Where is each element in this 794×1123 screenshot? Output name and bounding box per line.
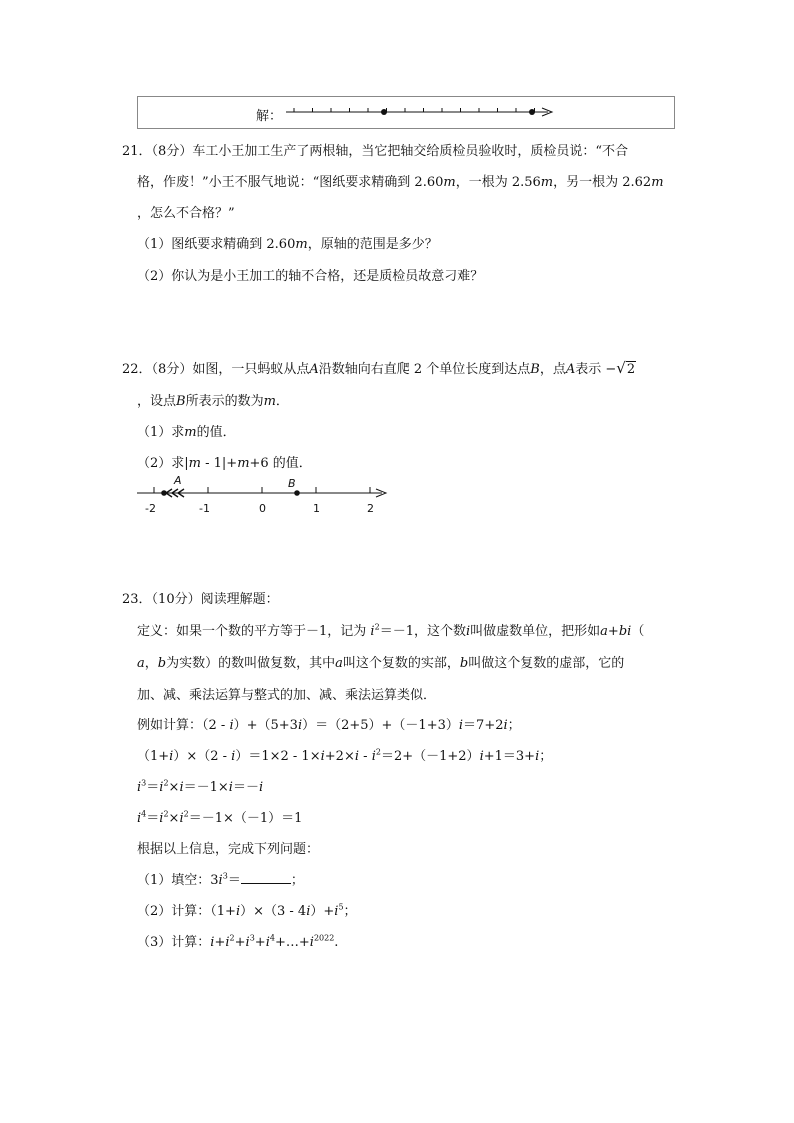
q21-line3: ，怎么不合格？” <box>137 206 235 221</box>
q23-title: 23．（10分）阅读理解题： <box>122 592 279 607</box>
q23-example1: 例如计算：（2 - i）+（5+3i）＝（2+5）+（－1+3）i＝7+2i； <box>137 718 521 733</box>
axis-tick-label: -1 <box>199 502 210 515</box>
axis-tick-label: 2 <box>367 502 374 515</box>
q22-sub2: （2）求|m - 1|+m+6 的值． <box>137 456 312 471</box>
q22-point-b-label: B <box>288 477 296 490</box>
q23-def-line2: a，b为实数）的数叫做复数，其中a叫这个复数的实部，b叫做这个复数的虚部，它的 <box>137 656 625 671</box>
q23-sub3: （3）计算：$i+i^2+i^3+i^4+\dots+i^{2022}$. <box>137 933 339 950</box>
q22-point-a-label: A <box>174 474 182 487</box>
q22-line2: ，设点B所表示的数为m． <box>137 394 289 409</box>
q23-example4: $i^4=i^2\times i^2=-1\times(-1)=1$ <box>137 809 303 826</box>
q23-def-line3: 加、减、乘法运算与整式的加、减、乘法运算类似． <box>137 688 437 703</box>
q21-line2: 格，作废！”小王不服气地说：“图纸要求精确到 2.60m，一根为 2.56m，另一根为 2.62m <box>137 175 664 190</box>
axis-tick-label: -2 <box>145 502 156 515</box>
q23-example2: $(1+i)\times(2 - i)=1\times 2 - 1\times i+2\times i - i^2=2+(-1+2)i+1=3+i$； <box>137 747 553 764</box>
q22-line1: 22．（8分）如图，一只蚂蚁从点A沿数轴向右直爬 2 个单位长度到达点B，点A表示 −√2 <box>122 359 636 377</box>
answer-label: 解： <box>256 109 283 124</box>
axis-tick-label: 1 <box>313 502 320 515</box>
q21-line1: 21．（8分）车工小王加工生产了两根轴，当它把轴交给质检员验收时，质检员说：“不合 <box>122 144 628 159</box>
q22-sub1: （1）求m的值． <box>137 425 236 440</box>
axis-tick-label: 0 <box>259 502 266 515</box>
q21-sub2: （2）你认为是小王加工的轴不合格，还是质检员故意刁难？ <box>137 269 484 284</box>
answer-number-line <box>276 97 576 130</box>
q21-sub1: （1）图纸要求精确到 2.60m，原轴的范围是多少？ <box>137 237 438 252</box>
q23-sub2: （2）计算：$(1+i)\times(3 - 4i)+i^5$； <box>137 902 357 919</box>
q23-intro: 根据以上信息，完成下列问题： <box>137 842 320 857</box>
q23-def-line1: 定义：如果一个数的平方等于－1，记为 $i^2=-1$，这个数i叫做虚数单位，把形如a+bi（ <box>137 622 645 639</box>
q23-example3: $i^3=i^2\times i=-1\times i=-i$ <box>137 778 264 795</box>
answer-box <box>137 96 675 129</box>
fill-blank[interactable] <box>241 871 291 884</box>
q22-number-line <box>132 472 402 522</box>
q23-sub1: （1）填空：$3i^3=$ ； <box>137 871 304 888</box>
